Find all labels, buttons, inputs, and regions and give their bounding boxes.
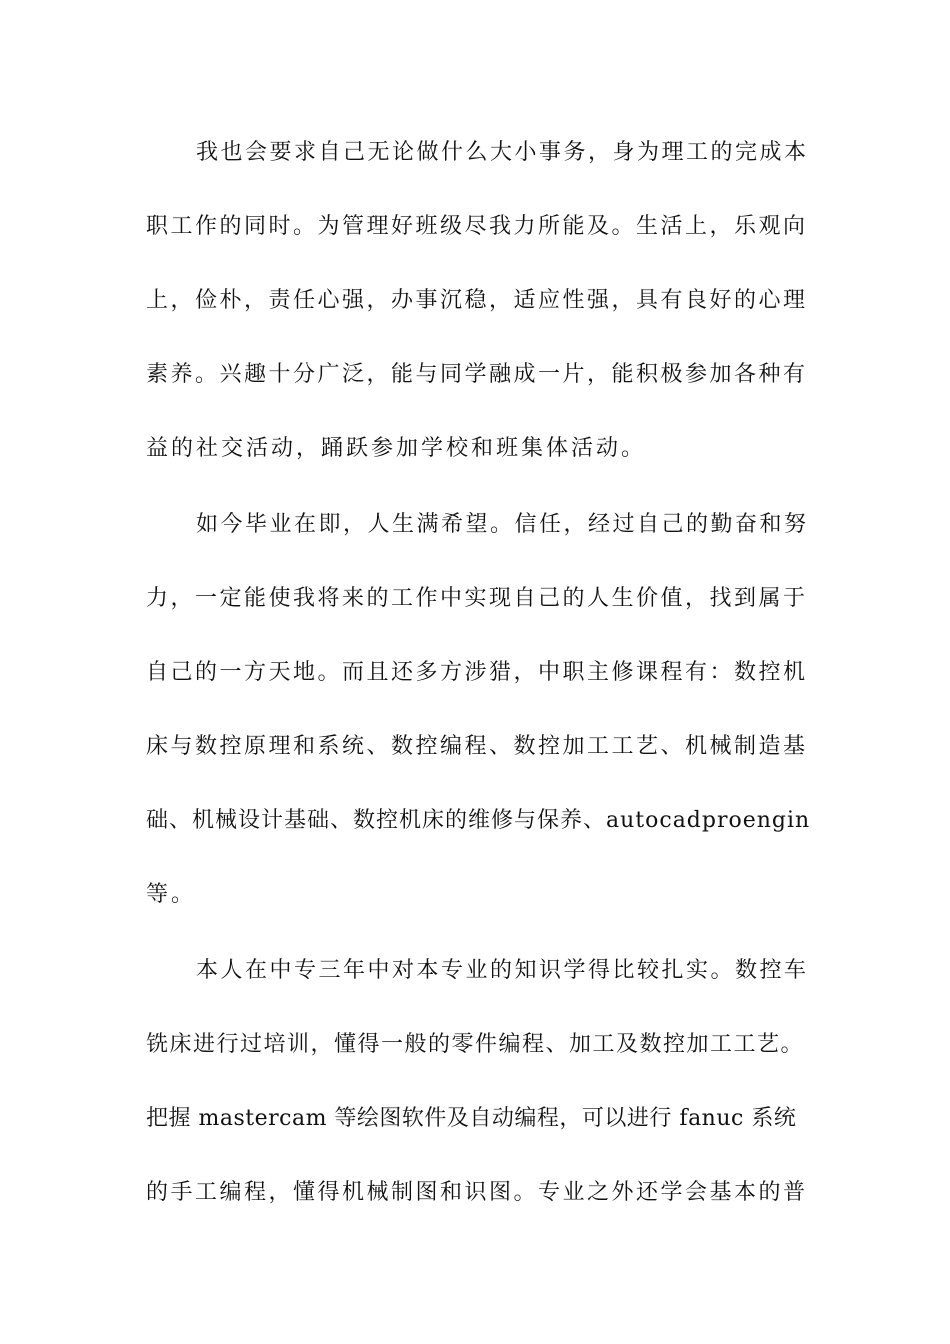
paragraph-1-line-3: 上，俭朴，责任心强，办事沉稳，适应性强，具有良好的心理 (146, 288, 808, 313)
paragraph-1-line-5: 益的社交活动，踊跃参加学校和班集体活动。 (146, 436, 647, 461)
paragraph-1-line-1: 我也会要求自己无论做什么大小事务，身为理工的完成本 (196, 140, 809, 165)
paragraph-3-line-2: 铣床进行过培训，懂得一般的零件编程、加工及数控加工工艺。 (146, 1032, 805, 1057)
paragraph-2-line-1: 如今毕业在即，人生满希望。信任，经过自己的勤奋和努 (196, 512, 809, 537)
paragraph-3-line-1: 本人在中专三年中对本专业的知识学得比较扎实。数控车 (196, 958, 809, 983)
paragraph-2-line-2: 力，一定能使我将来的工作中实现自己的人生价值，找到属于 (146, 586, 808, 611)
paragraph-2-line-6: 等。 (146, 882, 197, 907)
paragraph-3-line-3: 把握 mastercam 等绘图软件及自动编程，可以进行 fanuc 系统 (146, 1106, 797, 1131)
paragraph-1-line-4: 素养。兴趣十分广泛，能与同学融成一片，能积极参加各种有 (146, 362, 808, 387)
paragraph-1-line-2: 职工作的同时。为管理好班级尽我力所能及。生活上，乐观向 (146, 214, 808, 239)
paragraph-2-line-4: 床与数控原理和系统、数控编程、数控加工工艺、机械制造基 (146, 734, 808, 759)
paragraph-2-line-3: 自己的一方天地。而且还多方涉猎，中职主修课程有：数控机 (146, 660, 808, 685)
paragraph-3-line-4: 的手工编程，懂得机械制图和识图。专业之外还学会基本的普 (146, 1180, 808, 1205)
paragraph-2-line-5: 础、机械设计基础、数控机床的维修与保养、autocadproengin (146, 808, 811, 833)
